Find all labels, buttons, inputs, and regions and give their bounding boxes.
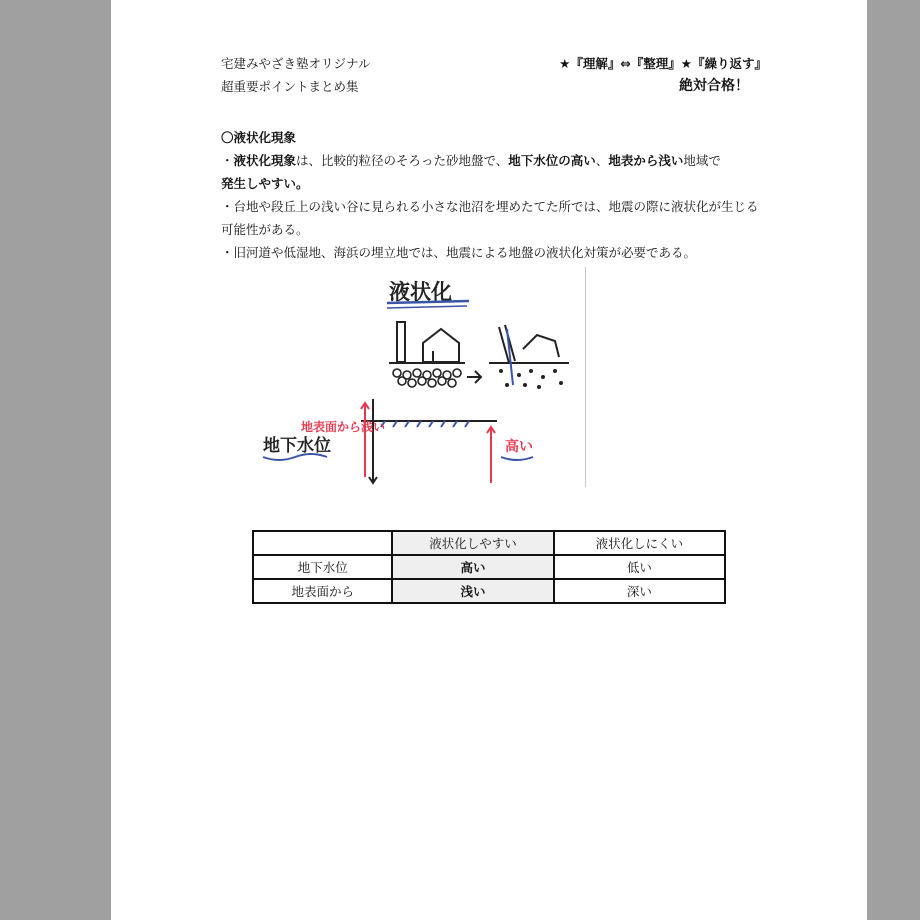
bullet: ・: [221, 153, 234, 168]
sketch-drawing: [261, 267, 585, 487]
shallow-label: 地表面から浅い: [301, 420, 386, 434]
paragraph-3: ・旧河道や低湿地、海浜の埋立地では、地震による地盤の液状化対策が必要である。: [221, 245, 697, 260]
document-page: [111, 0, 867, 920]
high-label: 高い: [505, 439, 533, 455]
table-cell: 低い: [554, 555, 725, 579]
header-left: [221, 52, 370, 98]
header-right: [507, 52, 767, 98]
comparison-table: [252, 530, 726, 604]
sketch-title: 液状化: [389, 280, 452, 304]
header-cell: [253, 531, 392, 555]
header-cell: 液状化しやすい: [392, 531, 553, 555]
motto: ★『理解』⇔『整理』★『繰り返す』: [559, 56, 767, 71]
section-title: 〇液状化現象: [221, 130, 297, 145]
collection-title: 超重要ポイントまとめ集: [221, 79, 359, 94]
table-cell: 高い: [392, 555, 553, 579]
high-arrow-icon: [487, 427, 495, 483]
term-high-water-table: 地下水位の高い: [508, 153, 596, 168]
table-cell: 深い: [554, 579, 725, 603]
text-segment: 、: [595, 153, 609, 168]
stage-stable-icon: [389, 322, 465, 363]
paragraph-2: ・台地や段丘上の浅い谷に見られる小さな池沼を埋めたてた所では、地震の際に液状化が生じる可能性がある。: [221, 199, 759, 237]
text-segment: 地域で: [683, 153, 721, 168]
pass-slogan: 絶対合格！: [679, 78, 749, 94]
term-shallow: 地表から浅い: [608, 153, 684, 168]
section-liquefaction: [221, 126, 766, 264]
table-row: [253, 555, 725, 579]
liquefaction-sketch: [261, 267, 586, 487]
text-segment: は、比較的粒径のそろった砂地盤で、: [296, 153, 509, 168]
paragraph-1: [221, 149, 766, 195]
stage-shaking-icon: [489, 325, 569, 363]
depth-arrow-icon: [369, 399, 377, 483]
table-row: [253, 579, 725, 603]
table-cell: 浅い: [392, 579, 553, 603]
groundwater-label: 地下水位: [263, 436, 331, 456]
term-liquefaction: 液状化現象: [233, 153, 297, 168]
header-cell: 液状化しにくい: [554, 531, 725, 555]
row-label: 地表面から: [253, 579, 392, 603]
row-label: 地下水位: [253, 555, 392, 579]
table-header-row: [253, 531, 725, 555]
term-occurs-easily: 発生しやすい。: [221, 176, 309, 191]
arrow-icon: [467, 371, 481, 383]
school-name: 宅建みやざき塾オリジナル: [221, 56, 371, 71]
